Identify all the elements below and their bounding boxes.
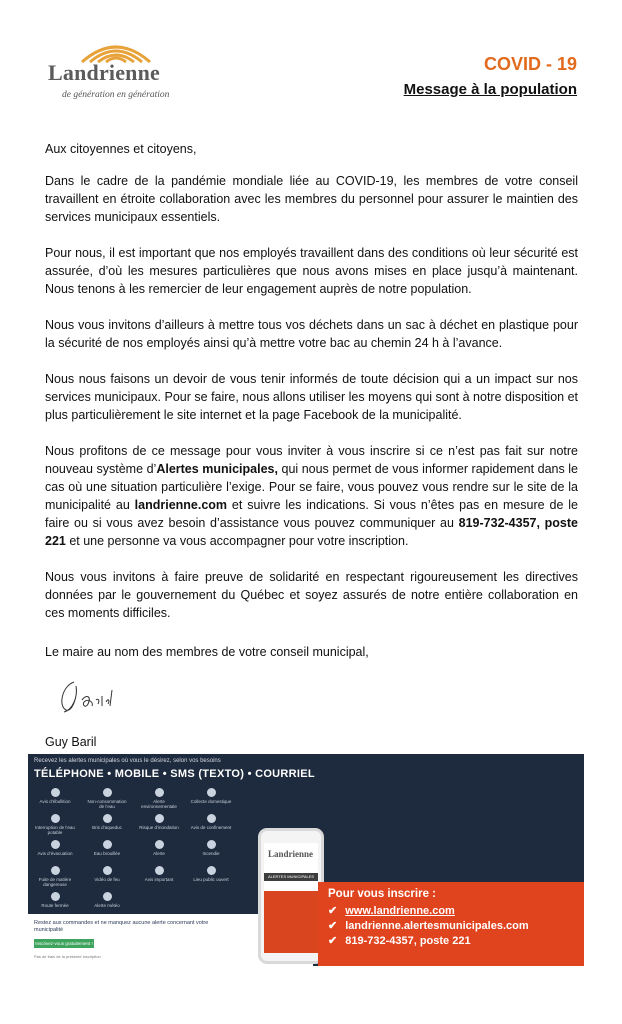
alerts-promo-banner <box>28 754 584 966</box>
glass-icon <box>103 788 112 797</box>
checkmark-icon: ✔ <box>328 905 338 917</box>
alert-type-item <box>86 838 128 864</box>
alert-type-label: Bris d’aqueduc <box>92 825 122 830</box>
alert-type-label: Avis de confinement <box>190 825 232 830</box>
phone-logo: Landrienne <box>268 849 314 859</box>
salutation: Aux citoyennes et citoyens, <box>45 142 197 156</box>
alerts-text-1: Nous profitons de ce message pour vous inviter à vous inscrire si ce n’est pas fait sur notre nouveau système d’ <box>45 444 578 476</box>
register-title: Pour vous inscrire : <box>328 888 437 900</box>
fire-icon <box>207 840 216 849</box>
signer-name: Guy Baril <box>45 735 97 749</box>
alert-type-label: Lieu public ouvert <box>193 877 229 882</box>
alert-type-item <box>34 786 76 812</box>
document-header <box>404 54 577 98</box>
paragraph-2: Pour nous, il est important que nos employés travaillent dans des conditions où leur sécurité est assurée, d’où les mesures particulières que nous avons mises en place jusqu’à maintenant. Nous tenons à les remercier de leur engagement auprès de notre population. <box>45 246 578 296</box>
alert-type-item <box>86 812 128 838</box>
register-item-website[interactable] <box>328 904 574 919</box>
alerts-phone: 819-732-4357, poste 221 <box>45 516 578 548</box>
alert-type-item <box>86 890 128 916</box>
alert-type-item <box>190 838 232 864</box>
alert-type-label: Vidéo de feu <box>94 877 120 882</box>
paragraph-3: Nous vous invitons d’ailleurs à mettre tous vos déchets dans un sac à déchet en plastique pour la sécurité de nos employés ainsi qu’à mettre votre bac au chemin 24 h à l’avance. <box>45 318 578 350</box>
alert-type-item <box>138 812 180 838</box>
alert-type-label: Incendie <box>202 851 220 856</box>
droplet-icon <box>51 788 60 797</box>
promo-top-line: Recevez les alertes municipales où vous le désirez, selon vos besoins <box>34 758 221 764</box>
road-icon <box>51 892 60 901</box>
register-link-website[interactable]: www.landrienne.com <box>345 905 455 917</box>
alert-type-label: Non-consommation de l’eau <box>87 799 127 809</box>
alerts-text-3: et suivre les indications. Si vous n’êtes pas en mesure de le faire ou si vous avez besoin d’assistance vous pouvez communiquer au <box>45 498 578 530</box>
checkmark-icon: ✔ <box>328 935 338 947</box>
paragraph-4: Nous nous faisons un devoir de vous tenir informés de toute décision qui a un impact sur nos services municipaux. Pour se faire, nous allons utiliser les moyens qui sont à notre disposition et plus particulièrement le site internet et la page Facebook de la municipalité. <box>45 372 578 422</box>
alert-type-item <box>138 838 180 864</box>
register-item-alerts <box>328 919 574 934</box>
faucet-icon <box>51 814 60 823</box>
alert-type-item <box>86 786 128 812</box>
alert-type-label: Risque d’inondation <box>139 825 179 830</box>
logo-tagline: de génération en génération <box>62 90 170 100</box>
leaf-icon <box>155 788 164 797</box>
house-icon <box>207 814 216 823</box>
register-item-phone <box>328 934 574 949</box>
wave-icon <box>155 814 164 823</box>
alert-type-label: Interruption de l’eau potable <box>35 825 75 835</box>
letter-body <box>45 140 578 640</box>
alert-type-label: Collecte domestique <box>190 799 232 804</box>
siren-icon <box>155 840 164 849</box>
alert-type-label: Avis important <box>144 877 174 882</box>
signature-image <box>52 676 122 716</box>
paragraph-alerts <box>45 442 578 550</box>
paragraph-1: Dans le cadre de la pandémie mondiale liée au COVID-19, les membres de votre conseil travaillent en étroite collaboration avec les membres du personnel pour assurer le maintien des services municipaux essentiels. <box>45 174 578 224</box>
phone-mockup <box>258 828 324 964</box>
megaphone-icon <box>155 866 164 875</box>
alert-type-item <box>138 786 180 812</box>
checkmark-icon: ✔ <box>328 920 338 932</box>
alerts-website: landrienne.com <box>134 498 228 512</box>
document-subtitle: Message à la population <box>403 81 577 98</box>
phone-orange-panel <box>264 891 318 953</box>
alert-type-item <box>138 864 180 890</box>
camera-icon <box>103 866 112 875</box>
signup-button[interactable]: Inscrivez-vous gratuitement ! <box>35 941 93 946</box>
alert-type-item <box>34 838 76 864</box>
promo-footer-text: Pas de frais de la présente inscription <box>34 954 101 959</box>
exit-icon <box>51 840 60 849</box>
promo-channels: TÉLÉPHONE • MOBILE • SMS (TEXTO) • COURRIEL <box>34 768 315 780</box>
alert-type-label: Avis d’évacuation <box>37 851 73 856</box>
alert-type-item <box>190 864 232 890</box>
alert-type-label: Alerte environnementale <box>141 799 177 809</box>
hazard-icon <box>51 866 60 875</box>
alert-type-item <box>34 890 76 916</box>
alerts-bold-1: Alertes municipales, <box>156 462 278 476</box>
alerts-text-4: et une personne va vous accompagner pour votre inscription. <box>65 534 409 548</box>
alert-type-label: Route fermée <box>41 903 69 908</box>
register-phone: 819-732-4357, poste 221 <box>345 935 471 947</box>
logo-name: Landrienne <box>48 60 161 85</box>
alert-type-label: Avis d’ébullition <box>39 799 71 804</box>
phone-band: ALERTES MUNICIPALES <box>264 873 318 881</box>
alert-type-item <box>34 864 76 890</box>
weather-icon <box>103 892 112 901</box>
register-alerts-url: landrienne.alertesmunicipales.com <box>345 920 529 932</box>
alerts-text-2: qui nous permet de vous informer rapidement dans le cas où une situation particulière l’exige. Pour se faire, vous pouvez vous rendre sur le site de la municipalité au <box>45 462 578 512</box>
alert-type-item <box>190 812 232 838</box>
register-box <box>318 882 584 966</box>
alert-type-item <box>34 812 76 838</box>
alert-type-label: Alerte <box>153 851 165 856</box>
paragraph-closing: Nous vous invitons à faire preuve de solidarité en respectant rigoureusement les directives données par le gouvernement du Québec et soyez assurés de notre entière collaboration en ces moments difficiles. <box>45 570 578 620</box>
alert-type-item <box>86 864 128 890</box>
alert-type-item <box>190 786 232 812</box>
truck-icon <box>207 788 216 797</box>
alert-type-label: Fuite de matière dangereuse <box>38 877 72 887</box>
cloud-icon <box>103 840 112 849</box>
pipe-icon <box>103 814 112 823</box>
promo-bottom-text: Restez aux commandes et ne manquez aucune alerte concernant votre municipalité <box>34 920 209 933</box>
municipality-logo <box>48 40 198 112</box>
park-icon <box>207 866 216 875</box>
phone-screen <box>264 843 318 953</box>
document-title: COVID - 19 <box>483 54 577 74</box>
alert-type-label: Eau brouillée <box>93 851 121 856</box>
alert-type-label: Alerte météo <box>94 903 120 908</box>
signoff: Le maire au nom des membres de votre conseil municipal, <box>45 645 369 659</box>
